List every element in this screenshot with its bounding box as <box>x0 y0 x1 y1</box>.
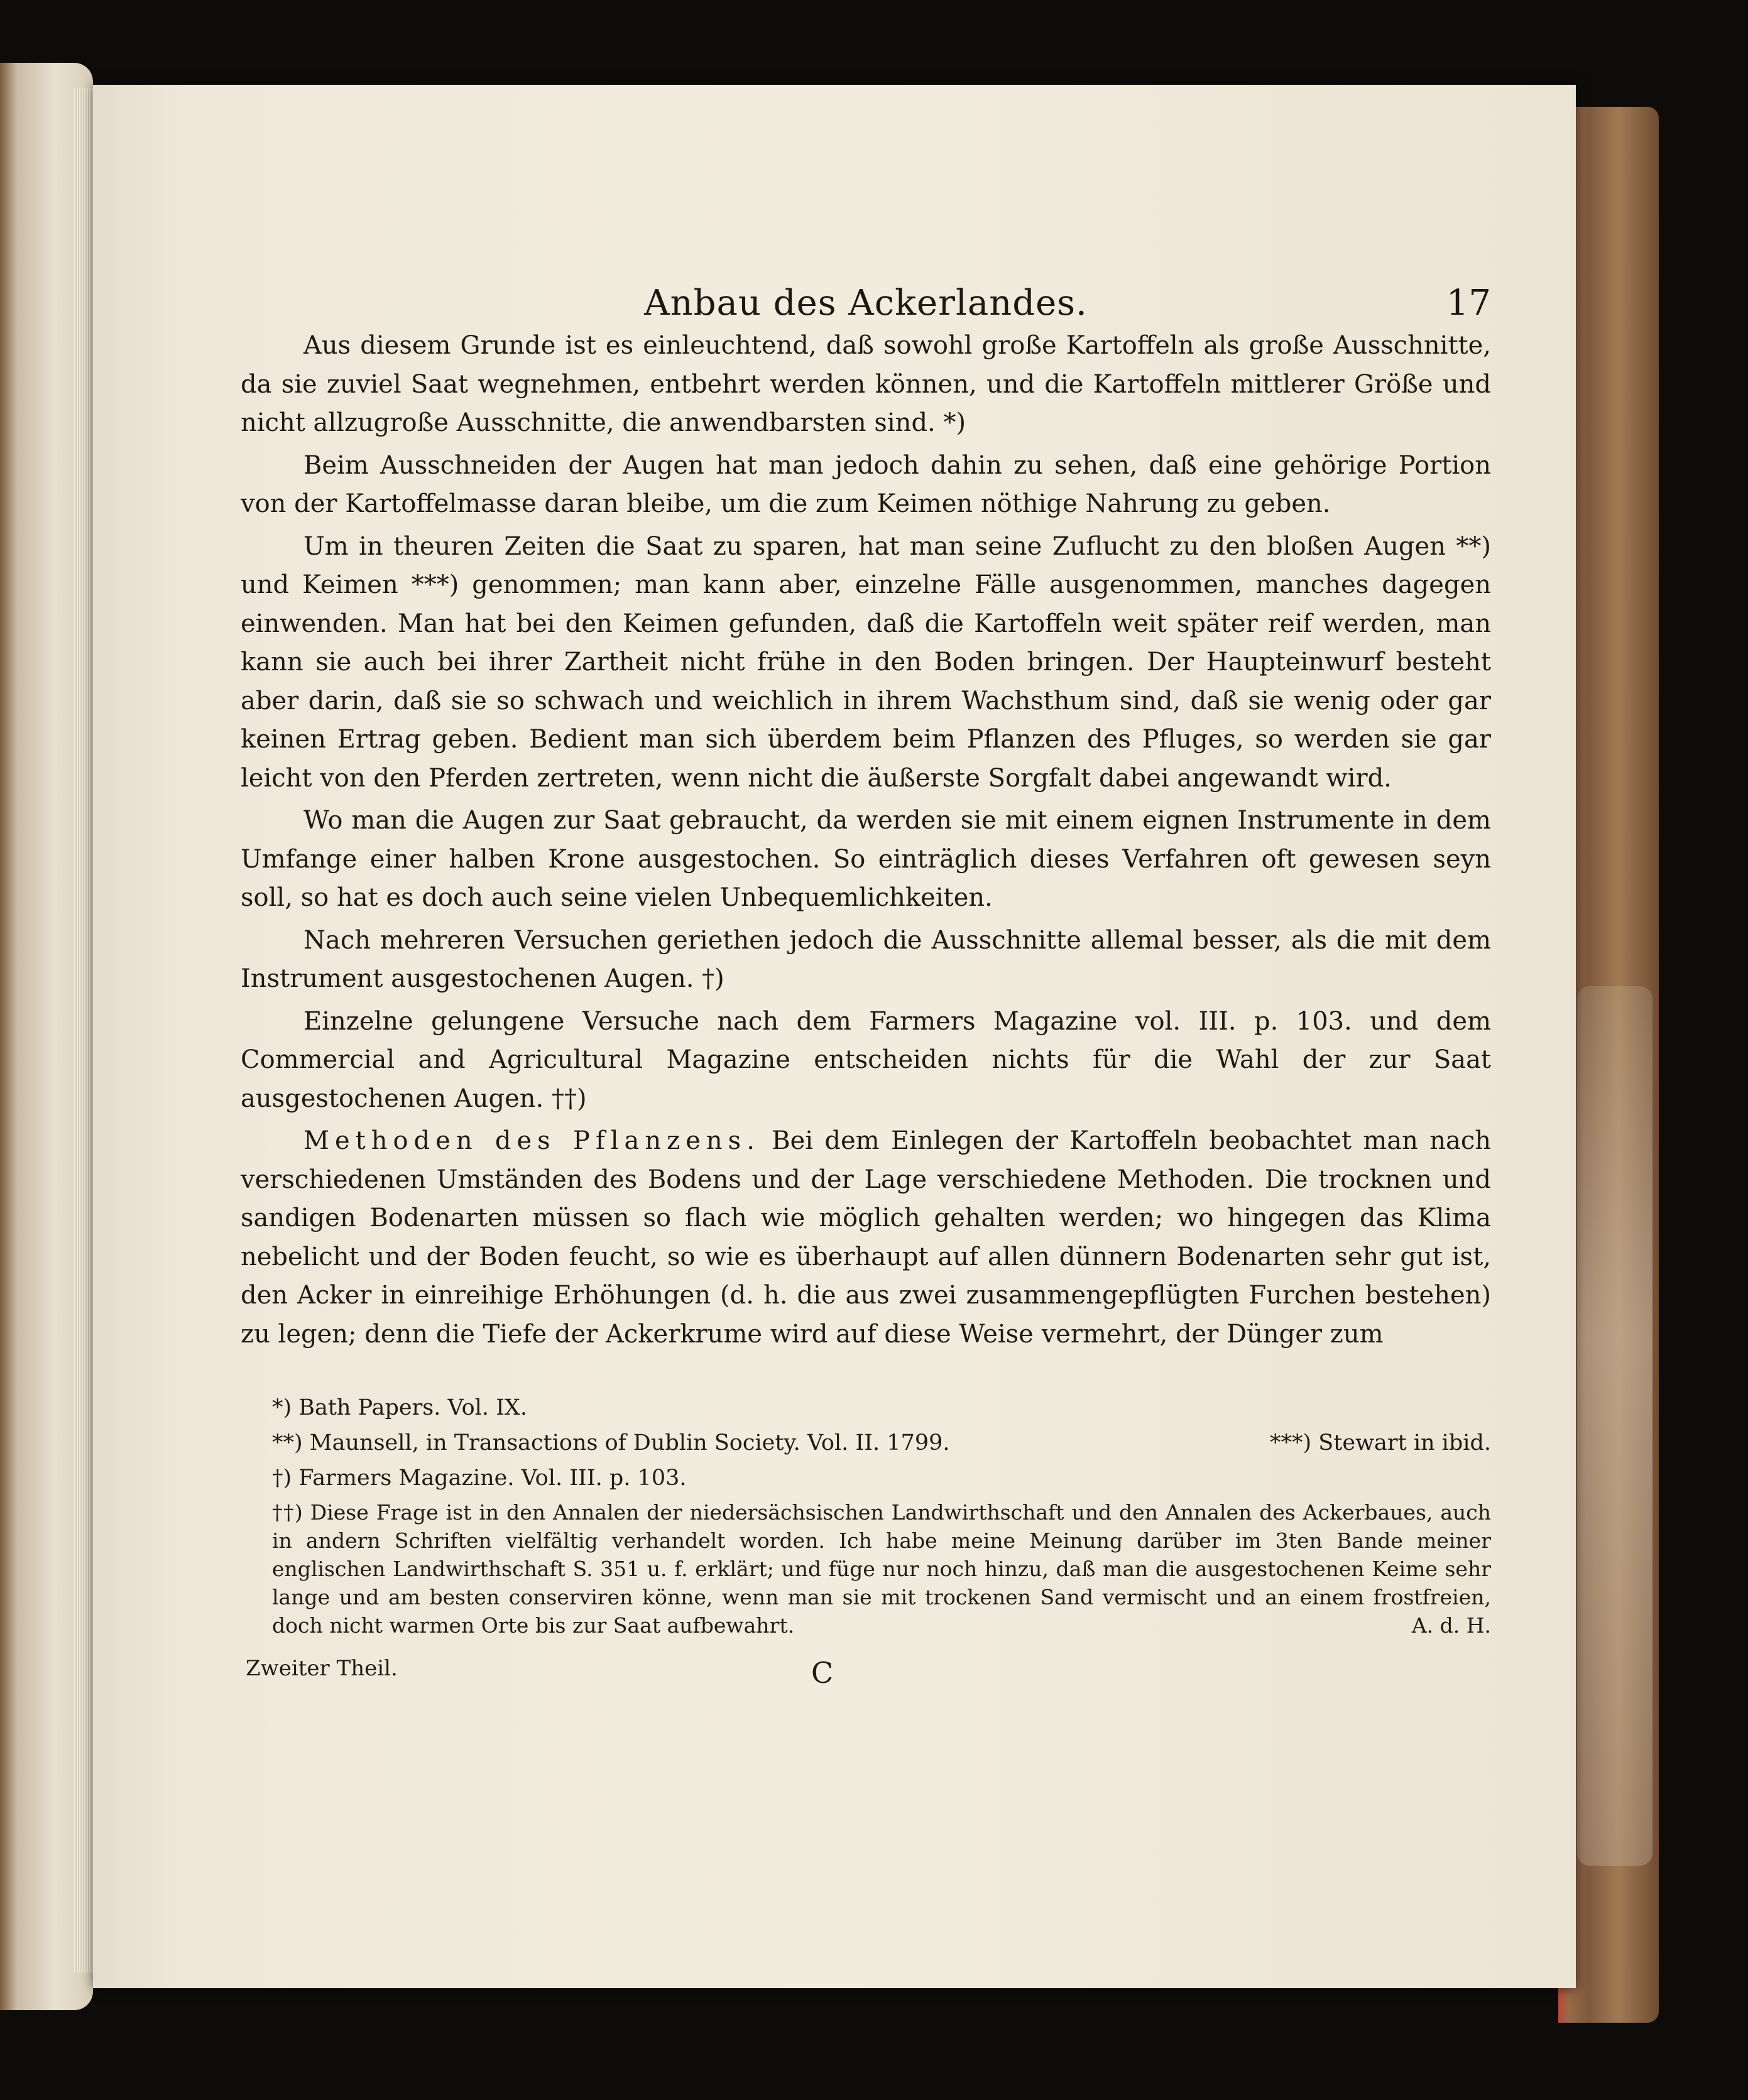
paragraph: Um in theuren Zeiten die Saat zu sparen, hat man seine Zuflucht zu den bloßen Augen **) und Keimen ***) genommen; man kann aber, einzelne Fälle ausgenommen, manches dagegen einwenden. Man hat bei den Keimen gefunden, daß die Kartoffeln weit später reif werden, man kann sie auch bei ihrer Zartheit nicht frühe in den Boden bringen. Der Haupteinwurf besteht aber darin, daß sie so schwach und weichlich in ihrem Wachsthum sind, daß sie wenig oder gar keinen Ertrag geben. Bedient man sich überdem beim Pflanzen des Pfluges, so werden sie gar leicht von den Pferden zertreten, wenn nicht die äußerste Sorgfalt dabei angewandt wird. <box>241 531 1491 793</box>
signature-mark: C <box>811 1656 834 1690</box>
paragraph <box>241 1122 1491 1354</box>
footnote: *) Bath Papers. Vol. IX. <box>272 1395 527 1420</box>
book-page <box>93 85 1576 1988</box>
paragraph: Wo man die Augen zur Saat gebraucht, da werden sie mit einem eignen Instrumente in dem Umfange einer halben Krone ausgestochen. So einträglich dieses Verfahren oft gewesen seyn soll, so hat es doch auch seine vielen Unbequemlichkeiten. <box>241 806 1491 912</box>
signature-label: Zweiter Theil. <box>246 1656 398 1681</box>
running-header <box>241 258 1491 327</box>
cover-wear <box>1577 986 1652 1866</box>
footnote-long <box>241 1498 1491 1640</box>
footnote-signature: A. d. H. <box>1411 1613 1491 1638</box>
body-text <box>241 327 1491 1354</box>
paragraph: Nach mehreren Versuchen geriethen jedoch die Ausschnitte allemal besser, als die mit dem Instrument ausgestochenen Augen. †) <box>241 925 1491 993</box>
footnote-row <box>241 1428 1491 1458</box>
footnote: **) Maunsell, in Transactions of Dublin Society. Vol. II. 1799. <box>272 1430 950 1455</box>
running-title: Anbau des Ackerlandes. <box>644 283 1088 324</box>
footnote: †) Farmers Magazine. Vol. III. p. 103. <box>272 1466 687 1491</box>
paragraph-text: Bei dem Einlegen der Kartoffeln beobachtet man nach verschiedenen Umständen des Bodens und der Lage verschiedene Methoden. Die trocknen und sandigen Bodenarten müssen so flach wie möglich gehalten werden; wo hingegen das Klima nebelicht und der Boden feucht, so wie es überhaupt auf allen dünnern Bodenarten sehr gut ist, den Acker in einreihige Erhöhungen (d. h. die aus zwei zusammengepflügten Furchen bestehen) zu legen; denn die Tiefe der Ackerkrume wird auf diese Weise vermehrt, der Dünger zum <box>241 1126 1491 1349</box>
paragraph: Aus diesem Grunde ist es einleuchtend, daß sowohl große Kartoffeln als große Ausschnitte, da sie zuviel Saat wegnehmen, entbehrt werden können, und die Kartoffeln mittlerer Größe und nicht allzugroße Ausschnitte, die anwendbarsten sind. *) <box>241 331 1491 437</box>
section-heading: Methoden des Pflanzens. <box>303 1126 760 1155</box>
page-content <box>241 258 1491 1690</box>
paragraph: Einzelne gelungene Versuche nach dem Farmers Magazine vol. III. p. 103. und dem Commercial and Agricultural Magazine entscheiden nichts für die Wahl der zur Saat ausgestochenen Augen. ††) <box>241 1006 1491 1113</box>
page-stack-edge <box>74 88 93 1972</box>
footnote: ***) Stewart in ibid. <box>1270 1430 1491 1455</box>
printer-signature <box>241 1656 1491 1690</box>
footnote-text: ††) Diese Frage ist in den Annalen der niedersächsischen Landwirthschaft und den Annalen des Ackerbaues, auch in andern Schriften vielfältig verhandelt worden. Ich habe meine Meinung darüber im 3ten Bande meiner englischen Landwirthschaft S. 351 u. f. erklärt; und füge nur noch hinzu, daß man die ausgestochenen Keime sehr lange und am besten conserviren könne, wenn man sie mit trockenen Sand vermischt und an einem frostfreien, doch nicht warmen Orte bis zur Saat aufbewahrt. <box>272 1500 1491 1638</box>
page-number: 17 <box>1446 283 1491 324</box>
footnotes <box>241 1393 1491 1640</box>
paragraph: Beim Ausschneiden der Augen hat man jedoch dahin zu sehen, daß eine gehörige Portion von der Kartoffelmasse daran bleibe, um die zum Keimen nöthige Nahrung zu geben. <box>241 450 1491 518</box>
